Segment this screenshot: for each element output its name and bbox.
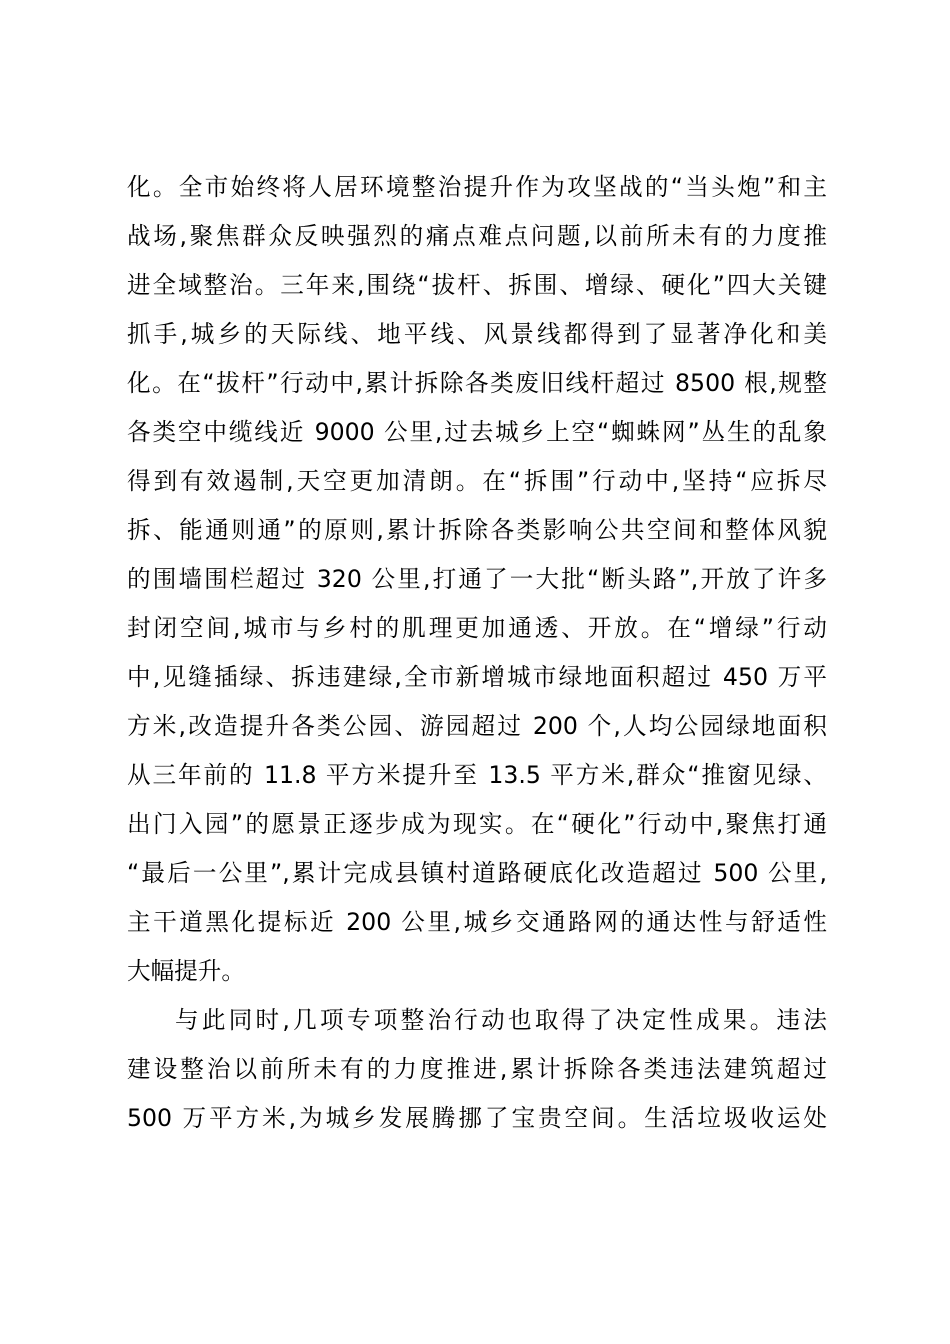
text-line: 得到有效遏制,天空更加清朗。在“拆围”行动中,坚持“应拆尽 <box>127 467 827 495</box>
text-line: 的围墙围栏超过 320 公里,打通了一大批“断头路”,开放了许多 <box>127 565 827 593</box>
text-line: 封闭空间,城市与乡村的肌理更加通透、开放。在“增绿”行动 <box>127 614 827 642</box>
body-text <box>127 163 827 1143</box>
text-line: 化。在“拔杆”行动中,累计拆除各类废旧线杆超过 8500 根,规整 <box>127 369 827 397</box>
text-line: 从三年前的 11.8 平方米提升至 13.5 平方米,群众“推窗见绿、 <box>127 761 827 789</box>
text-line: 拆、能通则通”的原则,累计拆除各类影响公共空间和整体风貌 <box>127 516 827 544</box>
text-line: 进全域整治。三年来,围绕“拔杆、拆围、增绿、硬化”四大关键 <box>127 271 827 299</box>
text-line: 主干道黑化提标近 200 公里,城乡交通路网的通达性与舒适性 <box>127 908 827 936</box>
text-line: 战场,聚焦群众反映强烈的痛点难点问题,以前所未有的力度推 <box>127 222 827 250</box>
text-line: 方米,改造提升各类公园、游园超过 200 个,人均公园绿地面积 <box>127 712 827 740</box>
text-line: 各类空中缆线近 9000 公里,过去城乡上空“蜘蛛网”丛生的乱象 <box>127 418 827 446</box>
text-line: 大幅提升。 <box>127 957 245 985</box>
text-line: 500 万平方米,为城乡发展腾挪了宝贵空间。生活垃圾收运处 <box>127 1104 827 1132</box>
text-line: “最后一公里”,累计完成县镇村道路硬底化改造超过 500 公里, <box>127 859 827 887</box>
paragraph-1 <box>127 163 827 996</box>
paragraph-2 <box>127 996 827 1143</box>
text-line: 抓手,城乡的天际线、地平线、风景线都得到了显著净化和美 <box>127 320 827 348</box>
text-line: 化。全市始终将人居环境整治提升作为攻坚战的“当头炮”和主 <box>127 173 827 201</box>
text-line: 与此同时,几项专项整治行动也取得了决定性成果。违法 <box>175 1006 827 1034</box>
text-line: 中,见缝插绿、拆违建绿,全市新增城市绿地面积超过 450 万平 <box>127 663 827 691</box>
text-line: 出门入园”的愿景正逐步成为现实。在“硬化”行动中,聚焦打通 <box>127 810 827 838</box>
text-line: 建设整治以前所未有的力度推进,累计拆除各类违法建筑超过 <box>127 1055 827 1083</box>
